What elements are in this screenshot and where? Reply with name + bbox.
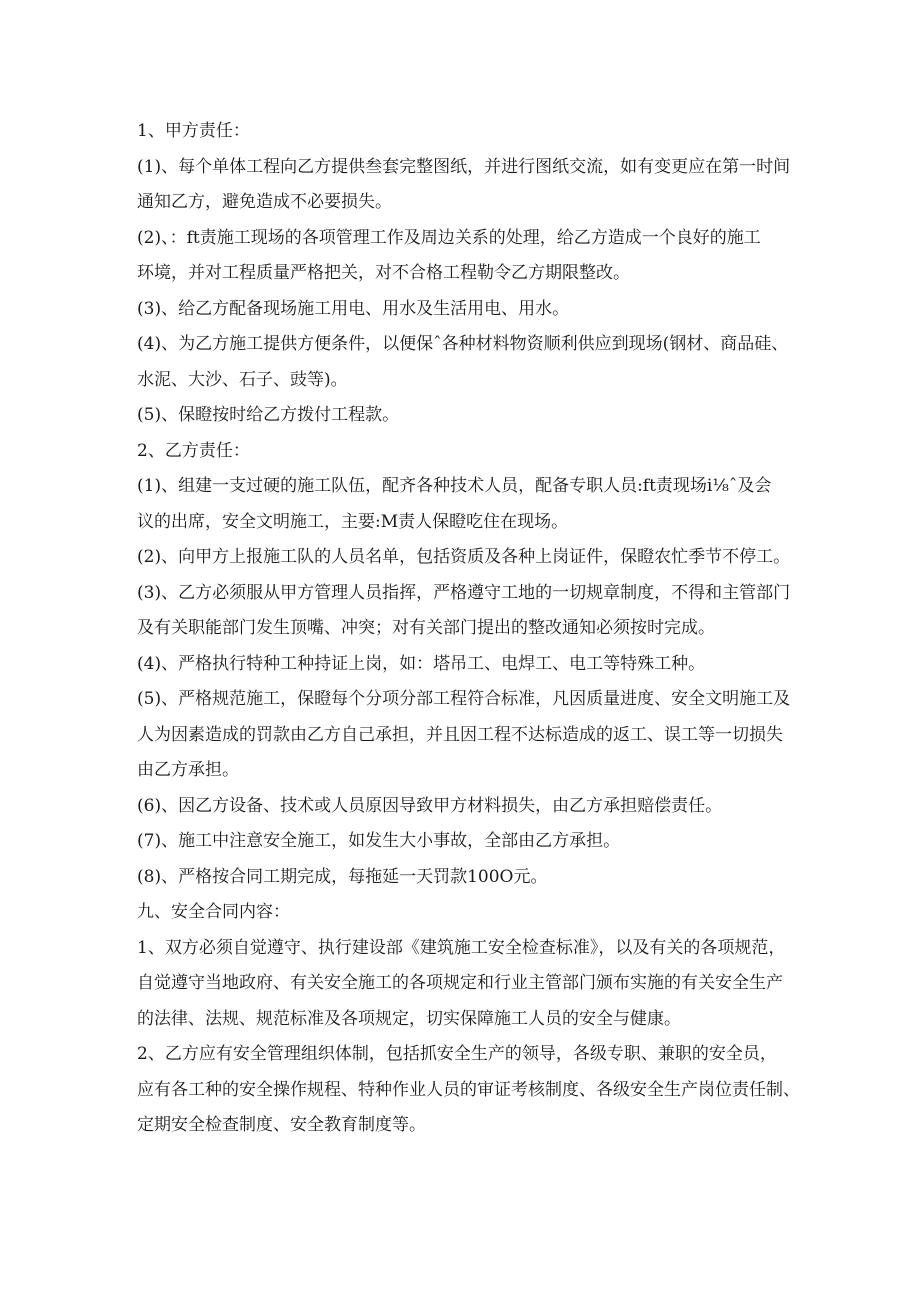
- document-paragraph: [137, 895, 797, 931]
- document-paragraph: [137, 860, 797, 896]
- text-line: (3)、乙方必须服从甲方管理人员指挥，严格遵守工地的一切规章制度，不得和主管部门: [137, 582, 791, 603]
- document-paragraph: [137, 292, 797, 328]
- text-line: (6)、因乙方设备、技术或人员原因导致甲方材料损失，由乙方承担赔偿责任。: [137, 795, 723, 816]
- document-paragraph: [137, 1037, 800, 1144]
- text-line: (5)、保瞪按时给乙方拨付工程款。: [137, 405, 400, 425]
- text-line: 定期安全检查制度、安全教育制度等。: [137, 1115, 426, 1135]
- document-paragraph: [137, 327, 797, 398]
- document-paragraph: [137, 789, 797, 825]
- text-line: 的法律、法规、规范标准及各项规定，切实保障施工人员的安全与健康。: [137, 1008, 681, 1029]
- text-line: 1、双方必须自觉遵守、执行建设部《建筑施工安全检查标准》，以及有关的各项规范，: [137, 937, 786, 958]
- document-paragraph: [137, 398, 797, 434]
- text-line: 九、安全合同内容：: [137, 902, 290, 922]
- document-paragraph: [137, 824, 797, 860]
- text-line: 自觉遵守当地政府、有关安全施工的各项规定和行业主管部门颁布实施的有关安全生产: [137, 973, 783, 993]
- document-body: [137, 114, 800, 1144]
- text-line: (7)、施工中注意安全施工，如发生大小事故，全部由乙方承担。: [137, 831, 621, 851]
- document-paragraph: [137, 221, 797, 292]
- text-line: 环境，并对工程质量严格把关，对不合格工程勒令乙方期限整改。: [137, 263, 630, 283]
- document-paragraph: [137, 540, 797, 576]
- document-paragraph: [137, 434, 797, 470]
- text-line: 人为因素造成的罚款由乙方自己承担，并且因工程不达标造成的返工、误工等一切损失: [137, 724, 783, 745]
- document-paragraph: [137, 931, 797, 1038]
- text-line: 水泥、大沙、石子、豉等)。: [137, 369, 348, 390]
- text-line: 2、乙方责任：: [137, 440, 250, 461]
- text-line: (5)、严格规范施工，保瞪每个分项分部工程符合标准，凡因质量进度、安全文明施工及: [137, 689, 791, 709]
- text-line: 1、甲方责任：: [137, 121, 250, 141]
- text-line: 2、乙方应有安全管理组织体制，包括抓安全生产的领导，各级专职、兼职的安全员，: [137, 1044, 777, 1064]
- text-line: 应有各工种的安全操作规程、特种作业人员的审证考核制度、各级安全生产岗位责任制、: [137, 1079, 800, 1100]
- text-line: 及有关职能部门发生顶嘴、冲突；对有关部门提出的整改通知必须按时完成。: [137, 618, 715, 638]
- document-paragraph: [137, 150, 797, 221]
- document-paragraph: [137, 682, 797, 789]
- text-line: (1)、每个单体工程向乙方提供叁套完整图纸，并进行图纸交流，如有变更应在第一时间: [137, 156, 791, 177]
- text-line: (4)、严格执行特种工种持证上岗，如：塔吊工、电焊工、电工等特殊工种。: [137, 653, 706, 674]
- document-paragraph: [137, 114, 797, 150]
- text-line: 议的出席，安全文明施工，主要:M责人保瞪吃住在现场。: [137, 511, 569, 532]
- text-line: (2)、向甲方上报施工队的人员名单，包括资质及各种上岗证件，保瞪农忙季节不停工。: [137, 547, 791, 567]
- text-line: (4)、为乙方施工提供方便条件，以便保ˆ各种材料物资顺利供应到现场(钢材、商品硅、: [137, 334, 789, 354]
- document-paragraph: [137, 576, 797, 647]
- text-line: (1)、组建一支过硬的施工队伍，配齐各种技术人员，配备专职人员:ft责现场i⅛ˆ及会: [137, 476, 772, 496]
- text-line: 由乙方承担。: [137, 760, 239, 780]
- document-paragraph: [137, 469, 797, 540]
- document-paragraph: [137, 647, 797, 683]
- text-line: (3)、给乙方配备现场施工用电、用水及生活用电、用水。: [137, 298, 570, 319]
- text-line: 通知乙方，避免造成不必要损失。: [137, 192, 392, 212]
- text-line: (8)、严格按合同工期完成，每拖延一天罚款100O元。: [137, 866, 548, 887]
- text-line: (2)、：ft责施工现场的各项管理工作及周边关系的处理，给乙方造成一个良好的施工: [137, 227, 761, 248]
